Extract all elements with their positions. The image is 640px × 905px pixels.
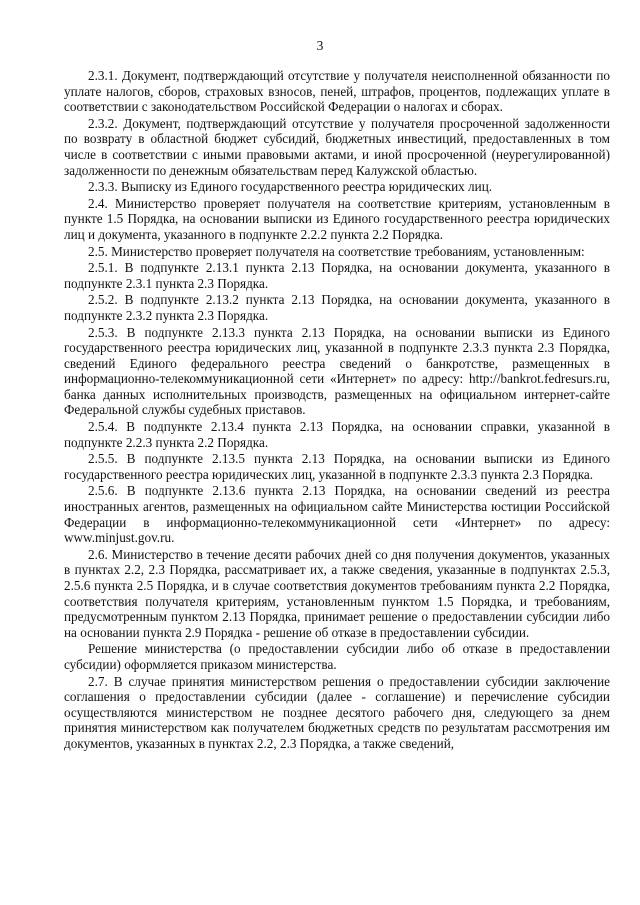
paragraph-decision: Решение министерства (о предоставлении субсидии либо об отказе в предоставлении субсидии) оформляется приказом министерства. xyxy=(64,641,610,672)
paragraph-2-5-2: 2.5.2. В подпункте 2.13.2 пункта 2.13 Порядка, на основании документа, указанного в подпункте 2.3.2 пункта 2.3 Порядка. xyxy=(64,292,610,323)
paragraph-2-5-1: 2.5.1. В подпункте 2.13.1 пункта 2.13 Порядка, на основании документа, указанного в подпункте 2.3.1 пункта 2.3 Порядка. xyxy=(64,260,610,291)
paragraph-2-5-4: 2.5.4. В подпункте 2.13.4 пункта 2.13 Порядка, на основании справки, указанной в подпункте 2.2.3 пункта 2.2 Порядка. xyxy=(64,419,610,450)
page-number: 3 xyxy=(316,38,324,53)
paragraph-2-4: 2.4. Министерство проверяет получателя на соответствие критериям, установленным в пункте 1.5 Порядка, на основании выписки из Единого государственного реестра юридических лиц и документа, указанного в подпункте 2.2.2 пункта 2.2 Порядка. xyxy=(64,195,610,242)
paragraph-2-3-2: 2.3.2. Документ, подтверждающий отсутствие у получателя просроченной задолженности по возврату в областной бюджет субсидий, бюджетных инвестиций, предоставленных в том числе в соответствии с иными правовыми актами, и иной просроченной (неурегулированной) задолженности по денежным обязательствам перед Калужской областью. xyxy=(64,115,610,178)
paragraph-2-5-3: 2.5.3. В подпункте 2.13.3 пункта 2.13 Порядка, на основании выписки из Единого государственного реестра юридических лиц, указанной в подпункте 2.3.3 пункта 2.3 Порядка, сведений Единого федерального реестра сведений о банкротстве, размещенных в информационно-телекоммуникационной сети «Интернет» по адресу: http://bankrot.fedresurs.ru, банка данных исполнительных производств, размещенных на официальном интернет-сайте Федеральной службы судебных приставов. xyxy=(64,324,610,418)
paragraph-2-7: 2.7. В случае принятия министерством решения о предоставлении субсидии заключение соглашения о предоставлении субсидии (далее - соглашение) и перечисление субсидии осуществляются министерством не позднее десятого рабочего дня, следующего за днем принятия министерством как получателем бюджетных средств по результатам рассмотрения им документов, указанных в пунктах 2.2, 2.3 Порядка, а также сведений, xyxy=(64,673,610,751)
paragraph-2-5-5: 2.5.5. В подпункте 2.13.5 пункта 2.13 Порядка, на основании выписки из Единого государственного реестра юридических лиц, указанной в подпункте 2.3.3 пункта 2.3 Порядка. xyxy=(64,451,610,482)
paragraph-2-5-6: 2.5.6. В подпункте 2.13.6 пункта 2.13 Порядка, на основании сведений из реестра иностранных агентов, размещенных на официальном сайте Министерства юстиции Российской Федерации в информационно-телекоммуникационной сети «Интернет» по адресу: www.minjust.gov.ru. xyxy=(64,483,610,546)
paragraph-2-3-1: 2.3.1. Документ, подтверждающий отсутствие у получателя неисполненной обязанности по уплате налогов, сборов, страховых взносов, пеней, штрафов, процентов, подлежащих уплате в соответствии с законодательством Российской Федерации о налогах и сборах. xyxy=(64,68,610,115)
paragraph-2-3-3: 2.3.3. Выписку из Единого государственного реестра юридических лиц. xyxy=(88,179,493,195)
paragraph-2-6: 2.6. Министерство в течение десяти рабочих дней со дня получения документов, указанных в пунктах 2.2, 2.3 Порядка, рассматривает их, а также сведения, указанные в подпунктах 2.5.3, 2.5.6 пункта 2.5 Порядка, и в случае соответствия документов требованиям пункта 2.2 Порядка, соответствия получателя критериям, установленным пунктом 1.5 Порядка, и требованиям, предусмотренным пунктом 2.13 Порядка, принимает решение о предоставлении субсидии либо на основании пункта 2.9 Порядка - решение об отказе в предоставлении субсидии. xyxy=(64,546,610,640)
paragraph-2-5: 2.5. Министерство проверяет получателя на соответствие требованиям, установленным: xyxy=(88,243,585,259)
document-body xyxy=(64,68,610,753)
